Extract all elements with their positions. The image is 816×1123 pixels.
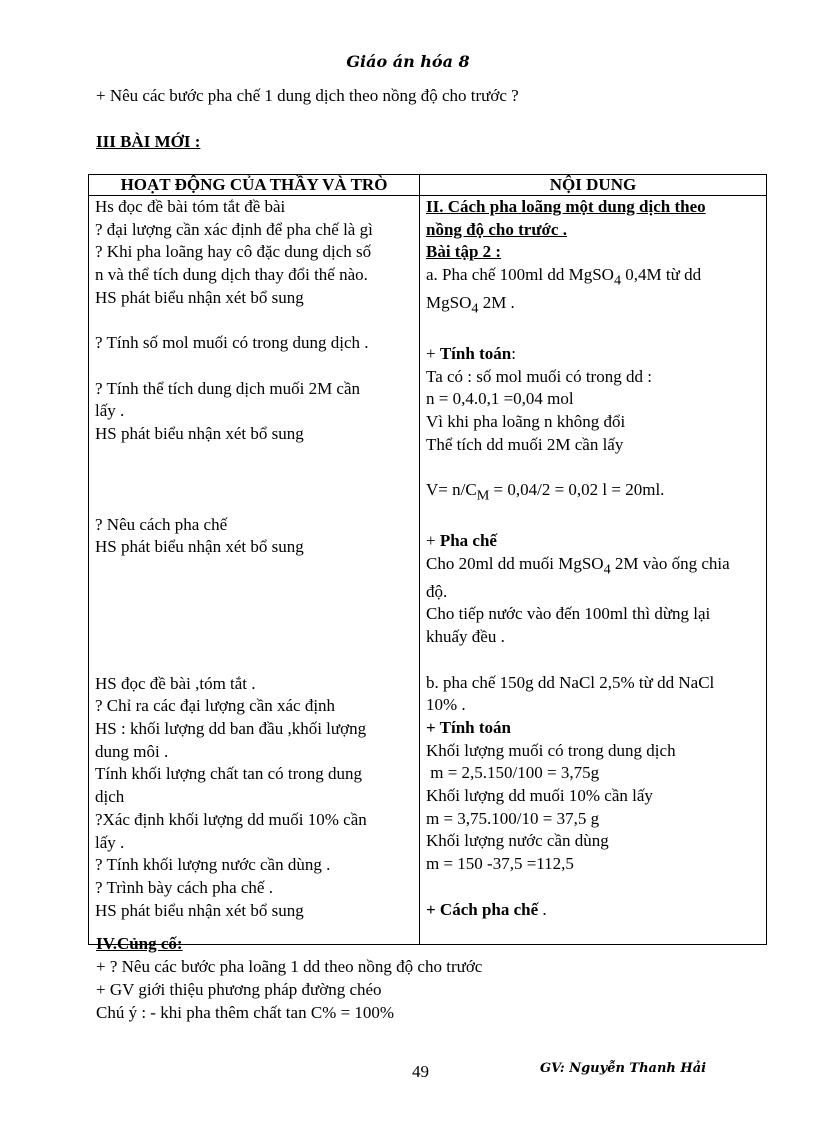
- content-heading-cont: nồng độ cho trước .: [426, 219, 567, 239]
- kl-nuoc-line: Khối lượng nước cần dùng: [426, 831, 609, 851]
- lesson-table: [88, 174, 767, 945]
- m2-equation: m = 3,75.100/10 = 37,5 g: [426, 808, 600, 828]
- consolidation-item: + ? Nêu các bước pha loãng 1 dd theo nồng độ cho trước: [96, 957, 483, 976]
- activity-line: ?Xác định khối lượng dd muối 10% cần: [95, 809, 367, 829]
- blank-line: [95, 446, 413, 469]
- activity-line: lấy .: [95, 832, 125, 852]
- activities-column: [89, 196, 420, 945]
- page-header: Giáo án hóa 8: [346, 52, 470, 71]
- phache-heading: + Pha chế: [426, 530, 497, 550]
- calc2-heading: + Tính toán: [426, 717, 511, 737]
- vi-khi-line: Vì khi pha loãng n không đổi: [426, 412, 626, 432]
- consolidation-title: IV.Củng cố:: [96, 934, 183, 953]
- the-tich-line: Thể tích dd muối 2M cần lấy: [426, 434, 624, 454]
- exercise-a-line1: a. Pha chế 100ml dd MgSO$_4$ 0,4M từ dd: [426, 265, 702, 289]
- activity-line: ? Tính khối lượng nước cần dùng .: [95, 855, 331, 875]
- activity-line: HS phát biểu nhận xét bổ sung: [95, 287, 304, 307]
- cho-line: Cho 20ml dd muối MgSO$_4$ 2M vào ống chia: [426, 553, 730, 578]
- blank-line: [426, 320, 760, 343]
- blank-line: [95, 468, 413, 491]
- khuay-line: khuấy đều .: [426, 627, 505, 647]
- cach-pha-che-heading: + Cách pha chế .: [426, 899, 547, 919]
- v-equation: $V= n/C_M = 0,04/2 = 0,02$ l = 20ml.: [426, 480, 665, 504]
- blank-line: [95, 650, 413, 673]
- activity-line: n và thể tích dung dịch thay đổi thế nào.: [95, 265, 368, 285]
- column-header-activities: HOẠT ĐỘNG CỦA THẦY VÀ TRÒ: [89, 175, 420, 196]
- column-header-content: NỘI DUNG: [420, 175, 767, 196]
- activity-line: ? Chỉ ra các đại lượng cần xác định: [95, 696, 336, 716]
- activity-line: ? Tính số mol muối có trong dung dịch .: [95, 333, 369, 353]
- activity-line: HS đọc đề bài ,tóm tắt .: [95, 673, 256, 693]
- activity-line: lấy .: [95, 401, 125, 421]
- activity-line: ? Tính thể tích dung dịch muối 2M cần: [95, 378, 361, 398]
- blank-line: [95, 605, 413, 628]
- activity-line: dung môi .: [95, 741, 169, 761]
- section-title: III BÀI MỚI :: [96, 132, 201, 151]
- footer-author: GV: Nguyễn Thanh Hải: [540, 1061, 707, 1076]
- n-equation: n = 0,4.0,1 =0,04 mol: [426, 389, 574, 409]
- consolidation-item: Chú ý : - khi pha thêm chất tan C% = 100%: [96, 1003, 395, 1022]
- blank-line: [426, 649, 760, 672]
- activity-line: ? đại lượng cần xác định để pha chế là gì: [95, 219, 373, 239]
- blank-line: [95, 627, 413, 650]
- activity-line: HS phát biểu nhận xét bổ sung: [95, 900, 304, 920]
- blank-line: [426, 507, 760, 530]
- blank-line: [95, 582, 413, 605]
- m1-equation: m = 2,5.150/100 = 3,75g: [426, 763, 600, 783]
- consolidation-item: + GV giới thiệu phương pháp đường chéo: [96, 980, 382, 999]
- blank-line: [95, 355, 413, 378]
- blank-line: [426, 457, 760, 480]
- content-heading: II. Cách pha loãng một dung dịch theo: [426, 197, 706, 216]
- exercise-a-line2: MgSO$_4$ 2M .: [426, 293, 515, 317]
- activity-line: ? Trình bày cách pha chế .: [95, 877, 273, 897]
- blank-line: [95, 559, 413, 582]
- activity-line: ? Nêu cách pha chế: [95, 514, 228, 534]
- exercise-title: Bài tập 2 :: [426, 242, 502, 262]
- exercise-b-line1: b. pha chế 150g dd NaCl 2,5% từ dd NaCl: [426, 672, 715, 692]
- kl-muoi-line: Khối lượng muối có trong dung dịch: [426, 740, 676, 760]
- calc-heading: + Tính toán:: [426, 343, 516, 363]
- blank-line: [95, 491, 413, 514]
- content-column: [420, 196, 767, 945]
- kl-dd-line: Khối lượng dd muối 10% cần lấy: [426, 786, 653, 806]
- activity-line: dịch: [95, 787, 125, 807]
- blank-line: [426, 876, 760, 899]
- activity-line: HS : khối lượng dd ban đầu ,khối lượng: [95, 719, 367, 739]
- intro-text: + Nêu các bước pha chế 1 dung dịch theo nồng độ cho trước ?: [96, 86, 519, 105]
- activity-line: HS phát biểu nhận xét bổ sung: [95, 537, 304, 557]
- activity-line: HS phát biểu nhận xét bổ sung: [95, 424, 304, 443]
- exercise-b-line2: 10% .: [426, 695, 466, 715]
- blank-line: [95, 310, 413, 333]
- consolidation-section: [96, 932, 482, 1024]
- activity-line: Hs đọc đề bài tóm tắt đề bài: [95, 197, 286, 216]
- activity-line: ? Khi pha loãng hay cô đặc dung dịch số: [95, 242, 372, 262]
- m3-equation: m = 150 -37,5 =112,5: [426, 854, 574, 874]
- do-line: độ.: [426, 581, 448, 601]
- activity-line: Tính khối lượng chất tan có trong dung: [95, 764, 363, 784]
- cho-tiep-line: Cho tiếp nước vào đến 100ml thì dừng lại: [426, 604, 711, 624]
- page-number: 49: [412, 1062, 429, 1081]
- ta-co-line: Ta có : số mol muối có trong dd :: [426, 366, 652, 386]
